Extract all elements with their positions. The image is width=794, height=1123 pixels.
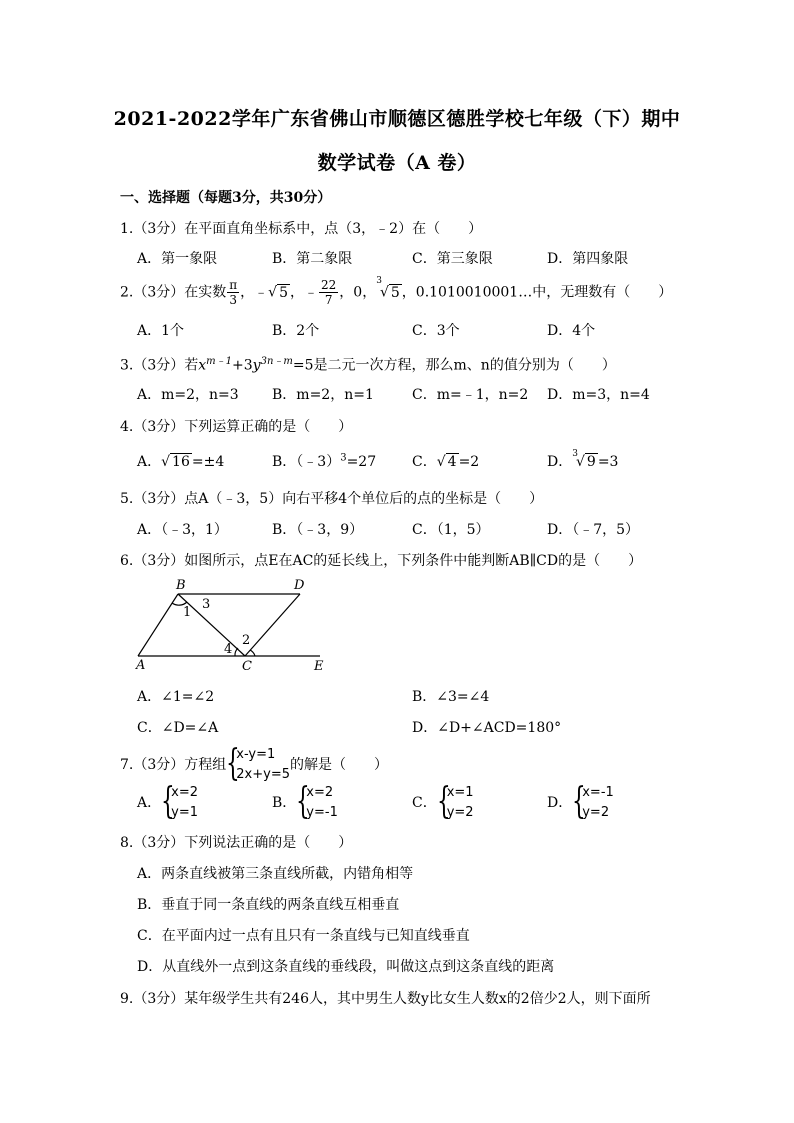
q1-option-b: B．第二象限 bbox=[272, 251, 353, 267]
point-e-label: E bbox=[314, 659, 324, 674]
q5-option-d: D．（﹣7，5） bbox=[547, 522, 640, 538]
pi-over-3-fraction: $\frac{\pi}{3}$ bbox=[229, 278, 238, 307]
q3-option-c: C．m=﹣1，n=2 bbox=[412, 387, 529, 403]
question-4-stem: 4.（3分）下列运算正确的是（ ） bbox=[120, 419, 353, 435]
point-d-label: D bbox=[294, 578, 305, 593]
point-a-label: A bbox=[136, 658, 146, 673]
question-8-stem: 8.（3分）下列说法正确的是（ ） bbox=[120, 835, 353, 851]
q1-option-a: A．第一象限 bbox=[137, 251, 218, 267]
q1-option-c: C．第三象限 bbox=[412, 251, 493, 267]
point-c-label: C bbox=[242, 659, 252, 674]
point-b-label: B bbox=[176, 578, 186, 593]
q4-option-b: B．（﹣3）$^3$=27 bbox=[272, 452, 377, 470]
exam-title-line1: 2021-2022学年广东省佛山市顺德区德胜学校七年级（下）期中 bbox=[113, 108, 681, 130]
q6-option-b: B．∠3=∠4 bbox=[412, 689, 490, 705]
angle-1-label: 1 bbox=[183, 605, 192, 620]
q7-option-b: B． { x=2 y=-1 bbox=[272, 781, 338, 822]
q4-option-c: C．√ 4 =2 bbox=[412, 454, 480, 470]
q8-option-c: C．在平面内过一点有且只有一条直线与已知直线垂直 bbox=[137, 928, 470, 944]
line-bc bbox=[178, 594, 245, 656]
exam-title-line2: 数学试卷（A 卷） bbox=[317, 152, 477, 174]
q4-option-d: D．$^3$√ 9 =3 bbox=[547, 449, 619, 470]
angle-3-label: 3 bbox=[202, 597, 211, 612]
question-2-stem: 2.（3分）在实数 $\frac{\pi}{3}$ ，﹣√ 5 ，﹣ $\frac{22}{7}$ ，0，$^3$√ 5 ，0.1010010001…中，无理数有（ ） bbox=[120, 276, 673, 307]
q7-option-d: D． { x=-1 y=2 bbox=[547, 781, 614, 822]
question-9-stem: 9.（3分）某年级学生共有246人，其中男生人数y比女生人数x的2倍少2人，则下面所 bbox=[120, 991, 651, 1007]
q8-option-b: B．垂直于同一条直线的两条直线互相垂直 bbox=[137, 897, 400, 913]
q1-option-d: D．第四象限 bbox=[547, 251, 629, 267]
q4-option-a: A．√ 16 =±4 bbox=[137, 454, 225, 470]
q6-option-d: D．∠D+∠ACD=180° bbox=[412, 720, 562, 736]
q7-option-a: A． { x=2 y=1 bbox=[137, 781, 198, 822]
angle-arc-2 bbox=[250, 650, 255, 656]
q8-option-d: D．从直线外一点到这条直线的垂线段，叫做这点到这条直线的距离 bbox=[137, 959, 555, 975]
q3-option-b: B．m=2，n=1 bbox=[272, 387, 374, 403]
q6-option-c: C．∠D=∠A bbox=[137, 720, 219, 736]
q2-option-d: D．4个 bbox=[547, 323, 596, 339]
q5-option-b: B．（﹣3，9） bbox=[272, 522, 364, 538]
line-dc bbox=[245, 594, 300, 656]
22-over-7-fraction: $\frac{22}{7}$ bbox=[321, 278, 337, 307]
q5-option-a: A．（﹣3，1） bbox=[137, 522, 228, 538]
q2-option-b: B．2个 bbox=[272, 323, 320, 339]
angle-2-label: 2 bbox=[242, 633, 251, 648]
question-5-stem: 5.（3分）点A（﹣3，5）向右平移4个单位后的点的坐标是（ ） bbox=[120, 491, 544, 507]
angle-4-label: 4 bbox=[224, 642, 233, 657]
q8-option-a: A．两条直线被第三条直线所截，内错角相等 bbox=[137, 866, 414, 882]
q3-option-a: A．m=2，n=3 bbox=[137, 387, 239, 403]
question-3-stem: 3.（3分）若$x^{m﹣1}+3y^{3n﹣m}=5$是二元一次方程，那么m、n的值分别为（ ） bbox=[120, 356, 616, 374]
q6-geometry-figure bbox=[120, 576, 340, 676]
question-6-stem: 6.（3分）如图所示，点E在AC的延长线上，下列条件中能判断AB∥CD的是（ ） bbox=[120, 553, 643, 569]
section-heading: 一、选择题（每题3分，共30分） bbox=[120, 190, 332, 206]
q2-option-a: A．1个 bbox=[137, 323, 185, 339]
q7-option-c: C． { x=1 y=2 bbox=[412, 781, 474, 822]
q6-option-a: A．∠1=∠2 bbox=[137, 689, 215, 705]
question-7-stem: 7.（3分）方程组 { x-y=1 2x+y=5 的解是（ ） bbox=[120, 743, 388, 784]
angle-arc-4 bbox=[235, 648, 238, 656]
q7-equation-system: { x-y=1 2x+y=5 bbox=[226, 743, 290, 784]
q2-option-c: C．3个 bbox=[412, 323, 460, 339]
question-1-stem: 1.（3分）在平面直角坐标系中，点（3，﹣2）在（ ） bbox=[120, 221, 483, 237]
q5-option-c: C．（1，5） bbox=[412, 522, 490, 538]
q3-option-d: D．m=3，n=4 bbox=[547, 387, 650, 403]
